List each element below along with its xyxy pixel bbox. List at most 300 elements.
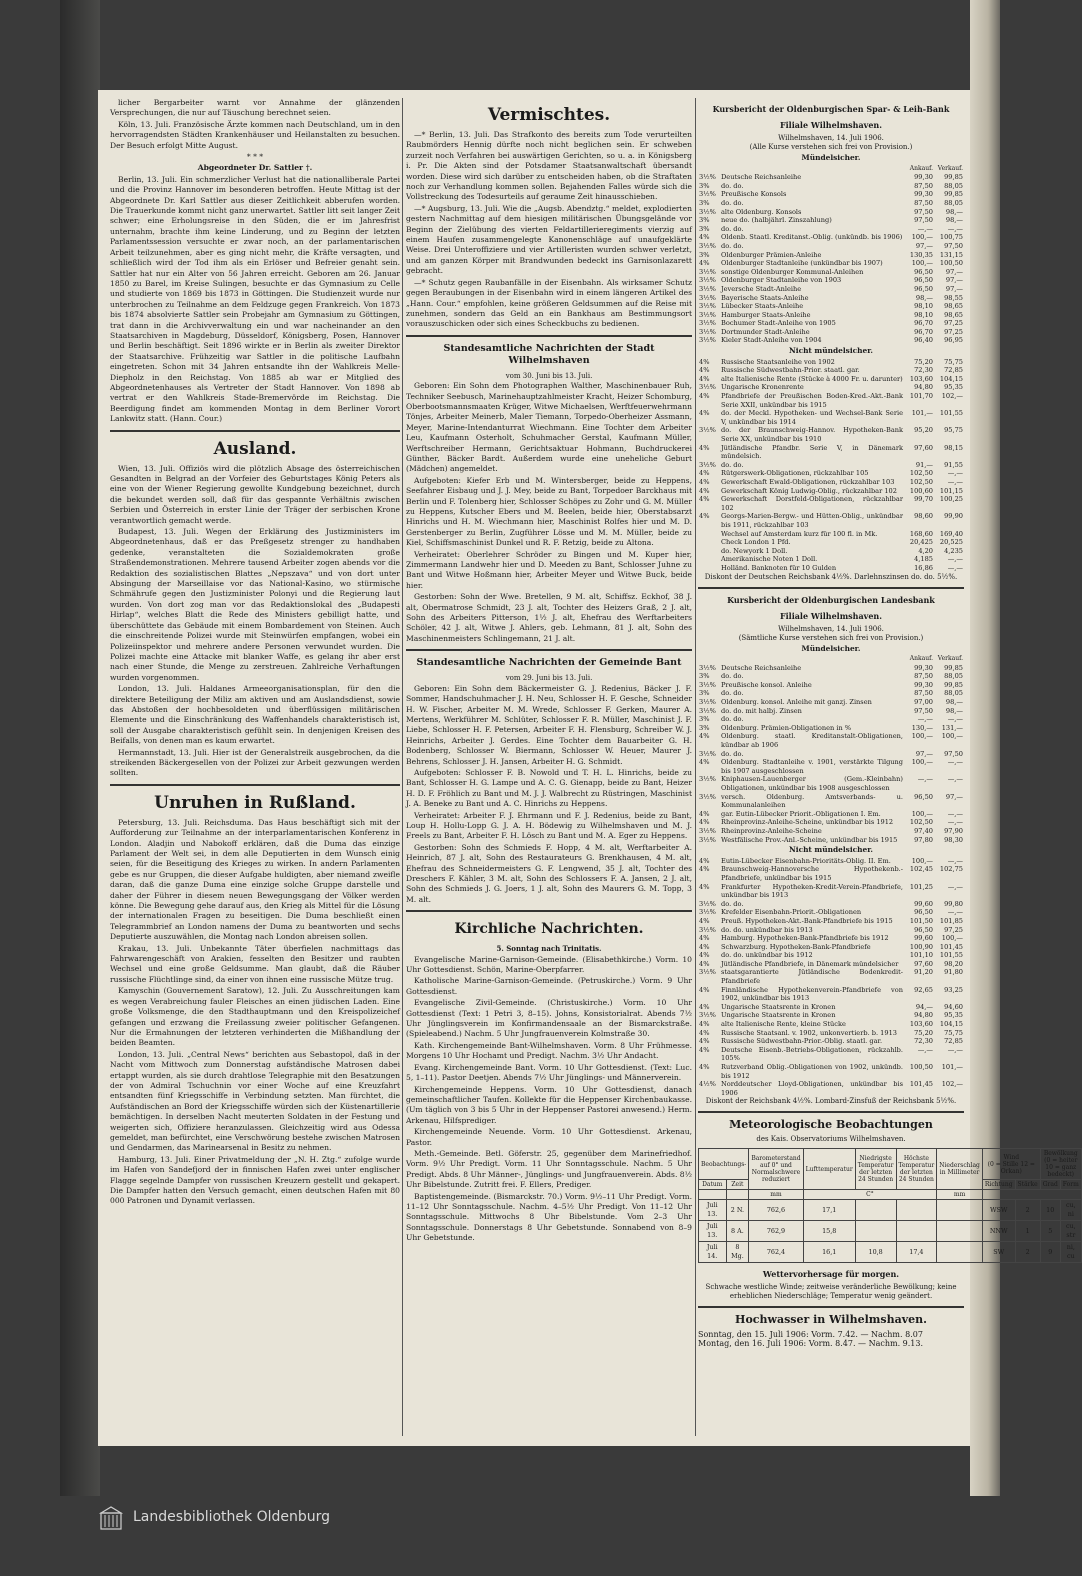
security-name: Frankfurter Hypotheken-Kredit-Verein-Pfandbriefe, unkündbar bis 1913 <box>721 882 903 900</box>
security-name: do. der Braunschweig-Hannov. Hypotheken-Bank Serie XX, unkündbar bis 1910 <box>721 426 903 443</box>
sell-rate: —,— <box>947 758 963 767</box>
kursbericht-2-title: Kursbericht der Oldenburgischen Landesbank <box>727 594 935 605</box>
rate-percent: 3% <box>699 216 710 225</box>
table-row <box>698 1080 964 1097</box>
sell-rate: 101,15 <box>939 486 963 495</box>
rate-percent <box>698 555 720 564</box>
meteo-header: Datum <box>699 1180 727 1190</box>
divider <box>698 587 964 589</box>
security-name: Krefelder Eisenbahn-Priorit.-Obligationen <box>721 908 862 917</box>
buy-rate: —,— <box>917 715 933 724</box>
security-name: Jütländische Pfandbriefe, in Dänemark mündelsicher <box>721 959 899 968</box>
rate-percent: 3% <box>699 672 710 681</box>
sell-rate: 99,85 <box>944 680 963 689</box>
meteo-header: Niederschlag in Millimeter <box>937 1149 983 1190</box>
library-name: Landesbibliothek Oldenburg <box>133 1509 331 1525</box>
rates-table-2 <box>698 643 964 1098</box>
table-row <box>698 1029 964 1038</box>
sell-rate: 88,05 <box>944 672 963 681</box>
rate-percent: 3½% <box>699 925 716 934</box>
divider <box>110 430 400 432</box>
footer-bar <box>0 1496 1000 1576</box>
rate-percent: 4½% <box>699 1080 716 1089</box>
kursbericht-2-subtitle: Filiale Wilhelmshaven. <box>779 610 883 621</box>
security-name: Preußische konsol. Anleihe <box>721 680 812 689</box>
table-row <box>698 294 964 303</box>
sell-rate: 98,20 <box>944 959 963 968</box>
sell-rate: —,— <box>947 1045 963 1054</box>
sell-rate: 98,— <box>945 698 963 707</box>
meteo-cell: 5 <box>1040 1221 1060 1242</box>
buy-rate: 92,65 <box>914 985 933 994</box>
table-row <box>698 707 964 716</box>
paragraph: Gestorben: Sohn des Schmieds F. Hopp, 4 M. alt, Werftarbeiter A. Heinrich, 87 J. alt, Sohn des Restaurateurs G. Brenkhausen, 4 M. alt, Ehefrau des Schneidermeisters G. F. Lengwend, 35 J. alt, Tochter des Dreschers F. Kähler, 3 M. alt, Sohn des Schlossers F. A. Jansen, 2 J. alt, Sohn des Schmieds J. G. Joers, 1 J. alt, Sohn des Maurers G. M. Topp, 3 M. alt. <box>406 842 692 904</box>
buy-rate: 97,— <box>915 241 933 250</box>
security-name: do. do. <box>721 689 744 698</box>
sell-rate: 101,55 <box>939 951 963 960</box>
rate-percent: 3% <box>699 181 710 190</box>
rate-percent: 4% <box>699 409 710 418</box>
rate-percent: 3½% <box>699 835 716 844</box>
rate-percent: 3½% <box>699 426 716 435</box>
meteo-table <box>698 1148 1082 1263</box>
paragraph: licher Bergarbeiter warnt vor Annahme der glänzenden Versprechungen, die nur auf Täuschung berechnet seien. <box>110 98 400 118</box>
paragraph: Evang. Kirchengemeinde Bant. Vorm. 10 Uhr Gottesdienst. (Text: Luc. 5, 1–11). Pastor Deetjen. Abends 7½ Uhr Jünglings- und Männerverein. <box>406 1062 692 1083</box>
rate-percent: 3½% <box>699 680 716 689</box>
buy-rate: —,— <box>917 1045 933 1054</box>
buy-rate: 97,00 <box>914 698 933 707</box>
rate-percent <box>698 538 720 547</box>
table-row <box>698 934 964 943</box>
obituary-title: Abgeordneter Dr. Sattler †. <box>197 163 313 173</box>
sell-rate: 97,25 <box>944 319 963 328</box>
sell-rate: 98,30 <box>944 835 963 844</box>
section-date: vom 29. Juni bis 13. Juli. <box>505 674 593 683</box>
kursbericht-2-note: (Sämtliche Kurse verstehen sich frei von Provision.) <box>738 633 924 642</box>
table-row <box>698 173 964 182</box>
rate-percent: 3% <box>699 689 710 698</box>
paragraph: Katholische Marine-Garnison-Gemeinde. (Petruskirche.) Vorm. 9 Uhr Gottesdienst. <box>406 976 692 996</box>
rate-percent: 4% <box>699 443 710 452</box>
rate-percent: 4% <box>699 486 710 495</box>
hochwasser-line: Montag, den 16. Juli 1906: Vorm. 8.47. — Nachm. 9.13. <box>698 1339 924 1349</box>
table-row <box>698 268 964 277</box>
forecast-title: Wettervorhersage für morgen. <box>762 1269 900 1280</box>
sell-rate: 97,— <box>945 792 963 801</box>
meteo-cell: 1 <box>1015 1221 1040 1242</box>
buy-rate: 97,50 <box>914 216 933 225</box>
sell-rate: 75,75 <box>944 1028 963 1037</box>
security-name: do. do. <box>721 715 744 724</box>
security-name: Rutzverband Oblig.-Obligationen von 1902, unkündb. bis 1912 <box>721 1063 903 1080</box>
rate-percent: 3½% <box>699 276 716 285</box>
table-row <box>698 1011 964 1020</box>
header-cell <box>720 165 904 174</box>
paragraph: Hamburg, 13. Juli. Einer Privatmeldung der „N. H. Ztg.“ zufolge wurde im Hafen von Sandefjord der in finnischen Hafen zwei unter englischer Flagge segelnde Dampfer von russischen Kreuzern gestellt und gekapert. Die Dampfer hatten den Versuch gemacht, einen deutschen Hafen mit 80 000 Patronen und Dynamit verlassen. <box>110 1154 400 1206</box>
meteo-header: Stärke <box>1015 1180 1040 1190</box>
buy-rate: 97,40 <box>914 826 933 835</box>
section-label: Mündelsicher. <box>801 153 861 162</box>
buy-rate: 103,60 <box>909 374 933 383</box>
security-name: do. do. unkündbar bis 1913 <box>721 925 813 934</box>
buy-rate: 130,— <box>911 723 933 732</box>
divider <box>406 335 692 337</box>
paragraph: Kamyschin (Gouvernement Saratow), 12. Juli. Zu Ausschreitungen kam es wegen Verabreichung fauler Fleisches an einen jüdischen Laden. Eine große Volksmenge, die den Stadthauptmann und den Kreispolizeichef gefangen und erzwang die Freilassung zweier politischer Gefangenen. Nur die Ermahnungen der letzteren verhinderten die Mißhandlung der beiden Beamten. <box>110 986 400 1048</box>
buy-rate: 75,20 <box>914 1028 933 1037</box>
buy-rate: 87,50 <box>914 181 933 190</box>
rate-percent: 4% <box>699 1045 710 1054</box>
security-name: Oldenburger Prämien-Anleihe <box>721 250 822 259</box>
rate-percent: 4% <box>699 392 710 401</box>
sell-rate: 100,— <box>941 732 963 741</box>
buy-rate: 99,30 <box>914 663 933 672</box>
security-name: do. der Meckl. Hypotheken- und Wechsel-Bank Serie V, unkündbar bis 1914 <box>721 409 903 426</box>
sell-rate: 96,95 <box>944 336 963 345</box>
buy-rate: 96,50 <box>914 276 933 285</box>
header-ankauf: Ankauf. <box>909 164 933 172</box>
meteo-cell: 17,1 <box>803 1200 855 1221</box>
table-row <box>698 664 964 673</box>
table-row <box>698 285 964 294</box>
meteo-row <box>699 1221 1082 1242</box>
table-row <box>698 732 964 749</box>
rate-percent: 3½% <box>699 267 716 276</box>
sell-rate: 131,15 <box>939 250 963 259</box>
buy-rate: 99,30 <box>914 680 933 689</box>
sell-rate: 4,235 <box>944 546 963 555</box>
sell-rate: 97,25 <box>944 925 963 934</box>
security-name: Ungarische Staatsrente in Kronen <box>721 1011 836 1020</box>
buy-rate: 97,60 <box>914 959 933 968</box>
table-row <box>698 336 964 345</box>
column-rule <box>402 98 403 1436</box>
table-row <box>698 793 964 810</box>
security-name: Holländ. Banknoten für 10 Gulden <box>721 563 837 572</box>
meteo-row <box>699 1200 1082 1221</box>
rates-table-1 <box>698 152 964 573</box>
sell-rate: 101,45 <box>939 942 963 951</box>
table-header-row <box>698 655 964 664</box>
buy-rate: 99,30 <box>914 173 933 182</box>
security-name: Preuß. Hypotheken-Akt.-Bank-Pfandbriefe bis 1915 <box>721 916 893 925</box>
sell-rate: 98,— <box>945 706 963 715</box>
table-row <box>698 986 964 1003</box>
meteo-cell: 762,6 <box>749 1200 803 1221</box>
buy-rate: 4,20 <box>918 546 933 555</box>
buy-rate: 101,10 <box>909 951 933 960</box>
sell-rate: 102,— <box>941 1080 963 1089</box>
paragraph: London, 13. Juli. „Central News“ berichten aus Sebastopol, daß in der Nacht vom Mittwoch zum Donnerstag aufständische Matrosen dabei ertappt wurden, als sie durch drahtlose Telegraphie mit den Besatzungen der von Admiral Tschuchnin vor einer Woche auf eine Kreuzfahrt entsandten fünf Kriegsschiffe in Verbindung setzten. Man fürchtet, die Aufständischen an Bord der Kriegsschiffe würden sich der Küstenartillerie bemächtigen. In derselben Nacht meuterten Soldaten in der Festung und weigerten sich, Offiziere heranzulassen. Gleichzeitig wird aus Odessa gemeldet, man befürchtet, eine Verschwörung bestehe zwischen Matrosen und Gendarmen, das Marinearsenal in Besitz zu nehmen. <box>110 1049 400 1153</box>
rate-percent: 3½% <box>699 190 716 199</box>
meteo-cell: 2 N. <box>726 1200 749 1221</box>
meteo-cell: 15,8 <box>803 1221 855 1242</box>
rate-percent: 4% <box>699 959 710 968</box>
column-2 <box>406 98 692 1245</box>
buy-rate: 97,60 <box>914 443 933 452</box>
sell-rate: 100,25 <box>939 495 963 504</box>
scan-left-shadow <box>60 0 100 1576</box>
table-row <box>698 715 964 724</box>
paragraph: Verheiratet: Oberlehrer Schröder zu Bingen und M. Kuper hier, Zimmermann Landwehr hier und D. Meeden zu Bant, Schlosser Juhne zu Bant und Witwe Hoßmann hier, Arbeiter Meyer und Witwe Buck, beide hier. <box>406 549 692 590</box>
table-row <box>698 311 964 320</box>
buy-rate: 100,— <box>911 732 933 741</box>
buy-rate: 101,45 <box>909 1080 933 1089</box>
table-row <box>698 199 964 208</box>
security-name: Lübecker Staats-Anleihe <box>721 302 804 311</box>
security-name: Rheinprovinz-Anleihe-Scheine <box>721 826 822 835</box>
meteo-cell: 9 <box>1040 1242 1060 1263</box>
rate-percent: 3½% <box>699 663 716 672</box>
table-row <box>698 487 964 496</box>
sell-rate: 98,65 <box>944 302 963 311</box>
sell-rate: —,— <box>947 715 963 724</box>
meteo-unit: mm <box>937 1190 983 1200</box>
rate-percent: 3½% <box>699 327 716 336</box>
table-row <box>698 750 964 759</box>
rate-percent: 3½% <box>699 826 716 835</box>
table-row <box>698 495 964 512</box>
buy-rate: 101,50 <box>909 916 933 925</box>
buy-rate: 101,— <box>911 409 933 418</box>
meteo-header: Beobachtungs- <box>699 1149 749 1180</box>
security-name: Rheinprovinz-Anleihe-Scheine, unkündbar bis 1912 <box>721 818 894 827</box>
discount-note: Diskont der Deutschen Reichsbank 4½%. Darlehnszinsen do. do. 5½%. <box>704 572 958 581</box>
security-name: do. do. <box>721 181 744 190</box>
security-name: alte Italienische Rente (Stücke à 4000 Fr. u. darunter) <box>721 374 903 383</box>
sell-rate: 98,15 <box>944 443 963 452</box>
buy-rate: 96,50 <box>914 267 933 276</box>
table-row <box>698 469 964 478</box>
buy-rate: 96,50 <box>914 792 933 801</box>
meteo-cell: SW <box>982 1242 1015 1263</box>
table-row <box>698 208 964 217</box>
sell-rate: —,— <box>947 818 963 827</box>
meteo-cell: 762,9 <box>749 1221 803 1242</box>
rate-percent: 3½% <box>699 792 716 801</box>
table-row <box>698 366 964 375</box>
meteo-header-bew: Bewölkung <box>1043 1150 1078 1158</box>
security-name: Check London 1 Pfd. <box>721 538 791 547</box>
paragraph: Baptistengemeinde. (Bismarckstr. 70.) Vorm. 9½–11 Uhr Predigt. Vorm. 11–12 Uhr Sonntagsschule. Nachm. 4–5½ Uhr Predigt. Von 11–12 Uhr Sonntagsschule. Mittwochs 8 Uhr Bibelstunde. Vom 2–3 Uhr Sonntagsschule. Donnerstags 8 Uhr Gebetstunde. Sonnabend von 8–9 Uhr Gebetstunde. <box>406 1191 692 1243</box>
security-name: do. do. <box>721 241 744 250</box>
sell-rate: 97,50 <box>944 241 963 250</box>
sell-rate: 100,— <box>941 934 963 943</box>
rate-percent: 4% <box>699 374 710 383</box>
table-row <box>698 512 964 529</box>
security-name: gar. Eutin-Lübecker Priorit.-Obligationen I. Em. <box>721 809 881 818</box>
paragraph: Petersburg, 13. Juli. Reichsduma. Das Haus beschäftigt sich mit der Aufforderung zur Teilnahme an der interparlamentarischen Konferenz in London. Aladjin und Nabokoff erklären, daß die Duma das einzige Parlament der Welt sei, in dem alle Deputierten in dem Wunsch einig seien, für die Beseitigung des Krieges zu wirken. In andern Parlamenten gebe es nur Gruppen, die dieser Aufgabe huldigten, aber niemand zweifle daran, daß die ganze Duma eine einzige solche Gruppe darstelle und daher der Führer in diesem neuen Bewegungsgang der Völker werden könne. Die Bewegung gehe darauf aus, den Krieg als Mittel für die Lösung der internationalen Fragen zu beseitigen. Die Duma beschließt einen Telegrammbrief an London namens der Duma zu beantworten und sechs Deputierte auszuwählen, die Montag nach London abreisen sollen. <box>110 817 400 942</box>
sell-rate: —,— <box>947 477 963 486</box>
sell-rate: 101,— <box>941 1063 963 1071</box>
meteo-cell <box>855 1200 896 1221</box>
table-section-row <box>698 345 964 358</box>
buy-rate: 96,70 <box>914 319 933 328</box>
meteo-cell: 17,4 <box>896 1242 937 1263</box>
meteo-cell: ni, cu <box>1060 1242 1081 1263</box>
buy-rate: —,— <box>917 775 933 784</box>
security-name: Oldenburg. Prämien-Obligationen in % <box>721 723 852 732</box>
rate-percent: 3½% <box>699 302 716 311</box>
table-section-row <box>698 643 964 656</box>
buy-rate: 99,60 <box>914 934 933 943</box>
sell-rate: —,— <box>947 563 963 572</box>
rate-percent: 3½% <box>699 207 716 216</box>
header-cell <box>698 655 720 664</box>
table-row <box>698 530 964 539</box>
page-edge <box>970 0 1000 1576</box>
table-row <box>698 1046 964 1063</box>
meteo-header: Höchste Temperatur der letzten 24 Stunden <box>896 1149 937 1190</box>
meteo-cell <box>855 1221 896 1242</box>
sell-rate: 72,85 <box>944 366 963 375</box>
sell-rate: 88,05 <box>944 198 963 207</box>
rate-percent: 4% <box>699 809 710 818</box>
rate-percent <box>698 547 720 556</box>
header-cell <box>698 165 720 174</box>
meteo-unit: mm <box>749 1190 803 1200</box>
security-name: Kieler Stadt-Anleihe von 1904 <box>721 336 822 345</box>
buy-rate: 87,50 <box>914 198 933 207</box>
column-3 <box>698 98 1079 1349</box>
paragraph: —* Augsburg, 13. Juli. Wie die „Augsb. Abendztg.“ meldet, explodierten gestern Nachmittag auf dem hiesigen militärischen Übungsgelände vor Beginn der Zielübung des vierten Feldartillerieregiments vierzig auf einem Haufen zusammengelegte Kanonenschläge auf unaufgeklärte Weise. Drei Unteroffiziere und vier Artilleristen wurden schwer verletzt, und am ganzen Körper mit Brandwunden bedeckt ins Garnisonlazarett gebracht. <box>406 203 692 276</box>
rate-percent: 3½% <box>699 1011 716 1020</box>
meteo-cell: 2 <box>1015 1242 1040 1263</box>
sell-rate: 88,05 <box>944 181 963 190</box>
header-ankauf: Ankauf. <box>909 655 933 663</box>
buy-rate: 16,86 <box>914 563 933 572</box>
sell-rate: 104,15 <box>939 1020 963 1029</box>
security-name: Norddeutscher Lloyd-Obligationen, unkündbar bis 1906 <box>721 1080 903 1097</box>
sell-rate: 97,25 <box>944 327 963 336</box>
sell-rate: —,— <box>947 809 963 818</box>
security-name: alte Oldenburg. Konsols <box>721 207 802 216</box>
security-name: Oldenburg. konsol. Anleihe mit ganzj. Zinsen <box>721 698 872 707</box>
security-name: do. do. <box>721 899 744 908</box>
paragraph: Kirchengemeinde Neuende. Vorm. 10 Uhr Gottesdienst. Arkenau, Pastor. <box>406 1127 692 1147</box>
sell-rate: 98,— <box>945 216 963 225</box>
buy-rate: 100,60 <box>909 486 933 495</box>
newspaper-page <box>98 90 1079 1446</box>
meteo-cell: Juli 13. <box>699 1200 727 1221</box>
buy-rate: 96,50 <box>914 925 933 934</box>
rate-percent: 3½% <box>699 173 716 182</box>
security-name: Gewerkschaft Dorstfeld-Obligationen, rückzahlbar 102 <box>721 495 903 512</box>
paragraph: Evangelische Marine-Garnison-Gemeinde. (Elisabethkirche.) Vorm. 10 Uhr Gottesdienst. Schön, Marine-Oberpfarrer. <box>406 954 692 975</box>
rate-percent: 4% <box>699 259 710 268</box>
meteo-cell: 2 <box>1015 1200 1040 1221</box>
rate-percent: 4% <box>699 1028 710 1037</box>
sell-rate: 75,75 <box>944 357 963 366</box>
rate-percent: 3½% <box>699 908 716 917</box>
buy-rate: 101,70 <box>909 392 933 401</box>
rate-percent: 3½% <box>699 241 716 250</box>
buy-rate: 91,— <box>915 460 933 469</box>
rate-percent: 3½% <box>699 968 716 977</box>
rate-percent: 3½% <box>699 706 716 715</box>
rate-percent <box>698 564 720 573</box>
table-row <box>698 926 964 935</box>
sell-rate: —,— <box>947 555 963 564</box>
security-name: versch. Oldenburg. Amtsverbands- u. Kommunalanleihen <box>721 792 903 810</box>
buy-rate: 96,40 <box>914 336 933 345</box>
meteo-header: Form <box>1060 1180 1081 1190</box>
divider <box>698 1111 964 1113</box>
kursbericht-1-note: (Alle Kurse verstehen sich frei von Provision.) <box>749 143 913 151</box>
table-row <box>698 775 964 792</box>
rate-percent: 3% <box>699 723 710 732</box>
divider <box>406 649 692 651</box>
section-title-kirchlich: Kirchliche Nachrichten. <box>454 921 644 938</box>
buy-rate: 103,60 <box>909 1020 933 1029</box>
rate-percent: 3½% <box>699 383 716 392</box>
header-cell <box>720 655 904 664</box>
rate-percent: 4% <box>699 1063 710 1071</box>
paragraph: Verheiratet: Arbeiter F. J. Ehrmann und F. J. Redenius, beide zu Bant, Loup H. Hollu-Lopp G. J. A. H. Bödewig zu Wilhelmshaven und M. J. Freels zu Bant, Arbeiter F. H. Lösch zu Bant und M. A. Eger zu Heppens. <box>406 810 692 841</box>
paragraph: Budapest, 13. Juli. Wegen der Erklärung des Justizministers im Abgeordnetenhaus, daß er das Preßgesetz strenger zu handhaben gedenke, veranstalteten die Sozialdemokraten große Straßendemonstrationen. Mehrere tausend Arbeiter zogen abends vor die Redaktion des sozialistischen Blattes „Nepszava“ und von dort unter Absingung der Marseillaise vor das National-Kasino, wo stürmische Schmährufe gegen den Justizminister Polonyi und die Regierung laut wurden. Von dort zog man vor das Redaktionslokal des „Budapesti Hirlap“, welches Blatt die Rede des Ministers gebilligt hatte, und überschüttete das Gebäude mit einem Bombardement von Steinen. Auch die einschreitende Polizei wurde mit Steinwürfen empfangen, wobei ein Polizeiinspektor und mehrere andere Personen verwundet wurden. Die Polizei machte eine Attacke mit blanker Waffe, es gelang ihr aber erst nach einer Stunde, die Menge zu zerstreuen. Zahlreiche Verhaftungen wurden vorgenommen. <box>110 527 400 682</box>
security-name: Gewerkschaft König Ludwig-Oblig., rückzahlbar 102 <box>721 486 897 495</box>
rate-percent: 4% <box>699 818 710 827</box>
buy-rate: 100,— <box>911 233 933 242</box>
sell-rate: 98,55 <box>944 293 963 302</box>
security-name: Russische Südwestbahn-Prior.-Oblig. staatl. gar. <box>721 1037 883 1046</box>
paragraph: —* Berlin, 13. Juli. Das Strafkonto des bereits zum Tode verurteilten Raubmörders Hennig dürfte noch nicht beglichen sein. Er schweben zurzeit noch Verfahren bei auswärtigen Gerichten, so u. a. in Königsberg i. Pr. Die Akten sind der Potsdamer Staatsanwaltschaft übersandt worden. Diese wird sich darüber zu entscheiden haben, ob die Straftaten noch zur Verhandlung kommen sollen. Bejahenden Falles würde sich die Vollstreckung des Todesurteils auf geraume Zeit hinausschieben. <box>406 130 692 202</box>
table-row <box>698 538 964 547</box>
buy-rate: 168,60 <box>909 529 933 538</box>
sell-rate: 95,75 <box>944 426 963 435</box>
header-verkauf: Verkauf. <box>937 164 963 172</box>
security-name: Kniphausen-Lauenberger (Gem.-Kleinbahn) Obligationen, unkündbar bis 1908 ausgeschlossen <box>721 775 903 792</box>
buy-rate: 102,50 <box>909 469 933 478</box>
table-row <box>698 555 964 564</box>
table-row <box>698 917 964 926</box>
buy-rate: 91,20 <box>914 968 933 977</box>
sell-rate: 98,65 <box>944 310 963 319</box>
buy-rate: 100,50 <box>909 1063 933 1071</box>
buy-rate: 100,— <box>911 758 933 767</box>
buy-rate: 98,60 <box>914 512 933 521</box>
rate-percent: 3½% <box>699 310 716 319</box>
table-row <box>698 328 964 337</box>
meteo-header-bew-sub: (0 = heiter 10 = ganz bedeckt) <box>1044 1157 1078 1179</box>
security-name: Georgs-Marien-Bergw.- und Hütten-Oblig., unkündbar bis 1911, rückzahlbar 103 <box>721 512 903 529</box>
security-name: do. do. <box>721 460 744 469</box>
security-name: do. do. <box>721 749 744 758</box>
security-name: do. do. <box>721 224 744 233</box>
table-row <box>698 1063 964 1080</box>
buy-rate: 100,— <box>911 259 933 268</box>
buy-rate: 97,80 <box>914 835 933 844</box>
table-row <box>698 951 964 960</box>
paragraph: Aufgeboten: Schlosser F. B. Nowold und T. H. L. Hinrichs, beide zu Bant, Schlosser H. G. Lampe und A. C. G. Gienapp, beide zu Bant, Heizer H. D. F. Fröhlich zu Bant und M. J. J. Walbrecht zu Rüstringen, Maschinist J. A. Beneke zu Bant und A. C. Hinrichs zu Heppens. <box>406 767 692 809</box>
rate-percent: 3½% <box>699 698 716 707</box>
paragraph: Wien, 13. Juli. Offiziös wird die plötzlich Absage des österreichischen Gesandten in Belgrad an der Vorfeier des Geburtstages König Peters als eine von der Wiener Regierung gewollte Kundgebung bezeichnet, durch die bekundet werden soll, daß für das gespannte Verhältnis zwischen Serbien und Österreich in erster Linie der Träger der serbischen Krone verantwortlich gemacht werde. <box>110 463 400 525</box>
table-row <box>698 758 964 775</box>
rate-percent: 4% <box>699 1002 710 1011</box>
table-row <box>698 233 964 242</box>
column-rule <box>695 98 696 1436</box>
meteo-header <box>1040 1149 1081 1180</box>
security-name: Jütländische Pfandbr. Serie V, in Dänemark mündelsich. <box>721 443 903 461</box>
paragraph: Evangelische Zivil-Gemeinde. (Christuskirche.) Vorm. 10 Uhr Gottesdienst (Text: 1 Petri 3, 8–15). Johns, Konsistorialrat. Abends 7½ Uhr Jünglingsverein im Konfirmandensaale an der Bismarckstraße. (Spieleabend.) Nachm. 5 Uhr Jungfrauenverein Kolmstraße 30. <box>406 998 692 1039</box>
rate-percent: 4% <box>699 495 710 504</box>
security-name: Deutsche Reichsanleihe <box>721 173 802 182</box>
rate-percent: 4% <box>699 732 710 741</box>
security-name: Jeversche Stadt-Anleihe <box>721 284 802 293</box>
security-name: Braunschweig-Hannoversche Hypothekenb.-Pfandbriefe, unkündbar bis 1915 <box>721 865 903 882</box>
meteo-header: Grad <box>1040 1180 1060 1190</box>
paragraph: Meth.-Gemeinde. Betl. Göferstr. 25, gegenüber dem Marinefriedhof. Vorm. 9½ Uhr Predigt. Vorm. 11 Uhr Sonntagsschule. Nachm. 5 Uhr Predigt. Abds. 8 Uhr Männer-, Jünglings- und Jungfrauenverein. Abds. 8½ Uhr Bibelstunde. Zutritt frei. F. Ellers, Prediger. <box>406 1148 692 1190</box>
security-name: Oldenburg. staatl. Kreditanstalt-Obligationen, kündbar ab 1906 <box>721 732 903 750</box>
